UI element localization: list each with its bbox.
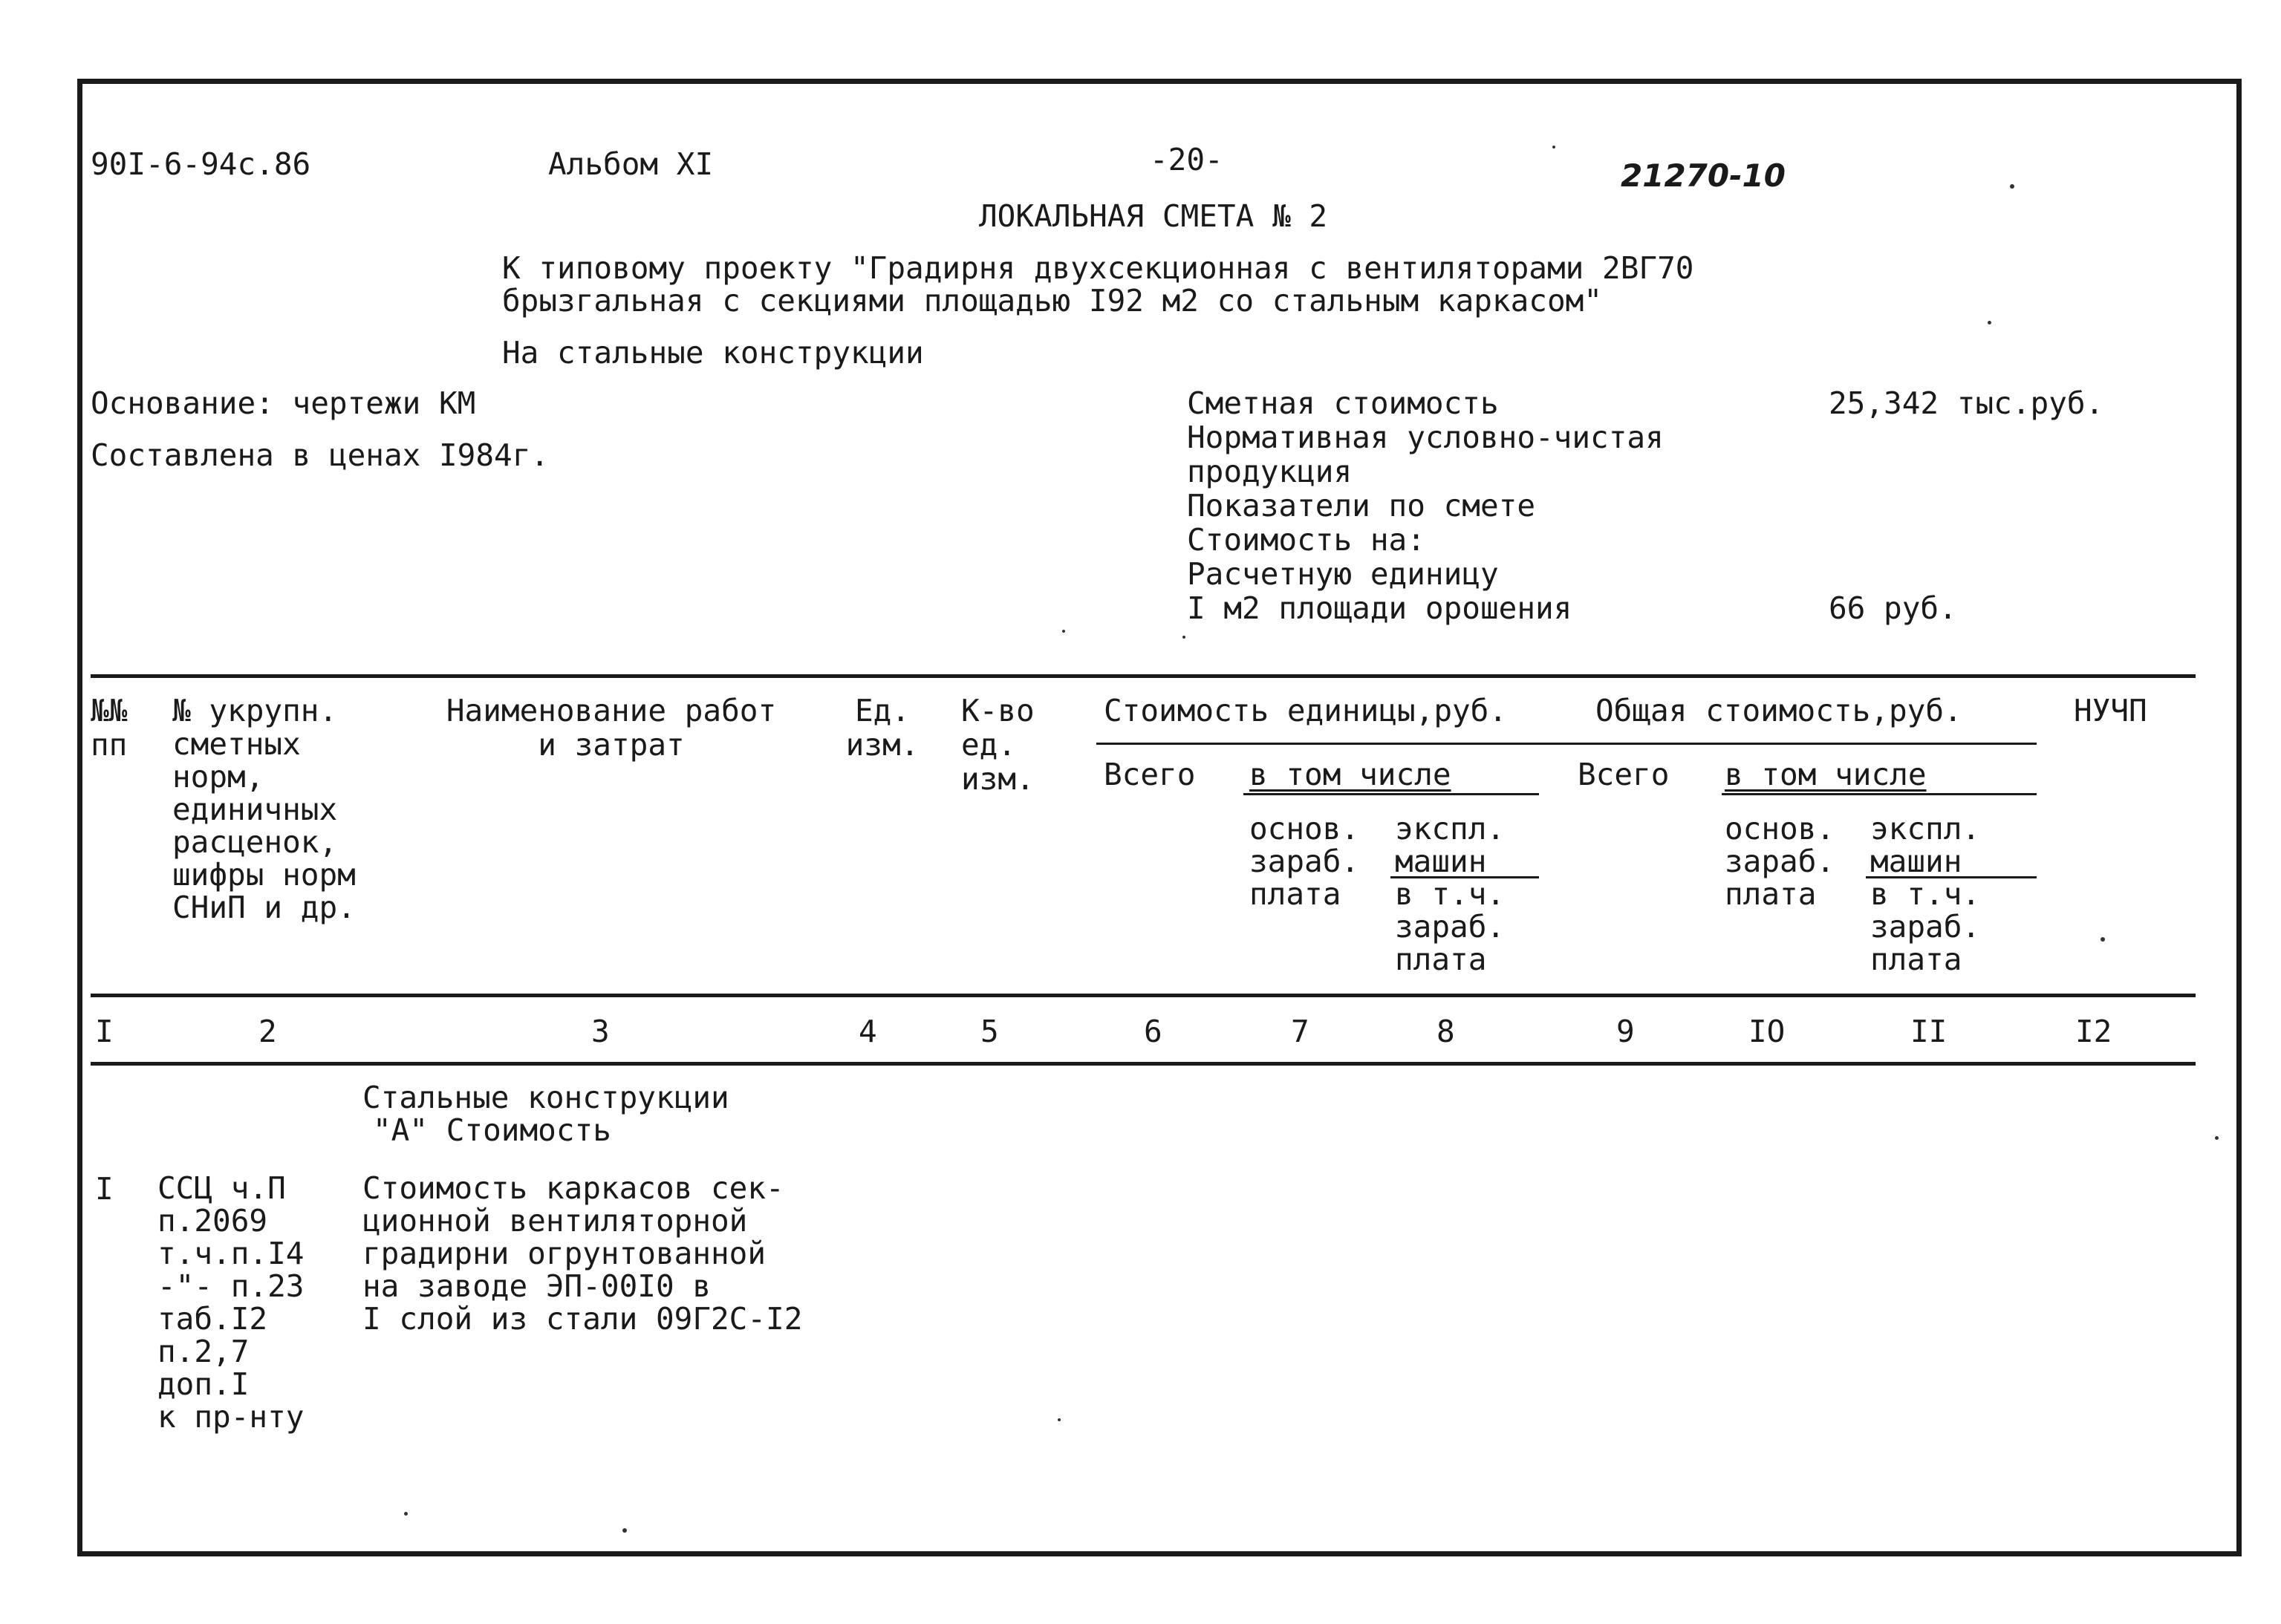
- column-number: 9: [1616, 1014, 1635, 1049]
- total-machines-header: [1870, 812, 1980, 976]
- row-name-line: градирни огрунтованной: [362, 1236, 767, 1271]
- section-title: [362, 1081, 729, 1147]
- info-right-block: [1187, 386, 1664, 625]
- scan-speck: [622, 1528, 627, 1533]
- col2-header-line: единичных: [172, 792, 338, 827]
- scan-speck: [404, 1512, 408, 1516]
- scan-speck: [1182, 636, 1185, 639]
- row-code-line: т.ч.п.I4: [157, 1236, 305, 1271]
- incl-rule-total: [1722, 793, 2037, 795]
- row-code: [157, 1172, 304, 1433]
- nuchp-header: НУЧП: [2074, 693, 2147, 728]
- col2-header-line: сметных: [172, 726, 301, 762]
- info-line: Сметная стоимость: [1187, 385, 1499, 421]
- doc-code: 90I-6-94с.86: [91, 146, 311, 182]
- total-cost-group-header: Общая стоимость,руб.: [1595, 693, 1962, 728]
- page-number: -20-: [1150, 142, 1223, 177]
- info-line: продукция: [1187, 454, 1353, 489]
- base-wage-line: основ.: [1249, 811, 1360, 847]
- base-wage-line: плата: [1249, 876, 1341, 912]
- base-wage-line: зараб.: [1249, 844, 1360, 879]
- basis-line: Основание: чертежи КМ: [91, 385, 476, 421]
- col2-header-line: шифры норм: [172, 857, 356, 893]
- col4-header-line: Ед.: [854, 693, 911, 728]
- info-line: Показатели по смете: [1187, 488, 1535, 524]
- col3-header-line: и затрат: [538, 727, 685, 763]
- album-label: Альбом XI: [548, 146, 714, 182]
- info-line: Стоимость на:: [1187, 522, 1425, 558]
- total-total-header: Всего: [1578, 757, 1670, 792]
- col3-header: [422, 694, 801, 762]
- column-number: 4: [859, 1014, 877, 1049]
- scan-speck: [1062, 630, 1065, 633]
- machines-line: экспл.: [1870, 811, 1981, 847]
- base-wage-line: плата: [1725, 876, 1817, 912]
- row-code-line: к пр-нту: [157, 1399, 305, 1435]
- row-number: I: [95, 1171, 114, 1207]
- column-number: 3: [591, 1014, 610, 1049]
- scan-speck: [1988, 321, 1991, 325]
- row-name-line: Стоимость каркасов сек-: [362, 1170, 784, 1206]
- column-number: 7: [1291, 1014, 1309, 1049]
- machines-line: плата: [1395, 942, 1487, 977]
- col5-header-line: изм.: [961, 761, 1035, 797]
- col1-header-line: №№: [91, 693, 128, 728]
- unit-incl-header: в том числе: [1249, 757, 1451, 792]
- col2-header-line: расценок,: [172, 824, 338, 860]
- machines-line: в т.ч.: [1870, 876, 1981, 912]
- handwritten-number: 21270-10: [1621, 157, 1786, 194]
- col3-header-line: Наименование работ: [446, 693, 777, 728]
- machines-line: машин: [1395, 844, 1487, 879]
- machines-line: зараб.: [1395, 909, 1506, 945]
- col1-header: [91, 694, 127, 762]
- machines-line: в т.ч.: [1395, 876, 1506, 912]
- column-number: IO: [1748, 1014, 1786, 1049]
- col5-header: [961, 694, 1035, 796]
- row-code-line: п.2,7: [157, 1334, 250, 1369]
- document-title: ЛОКАЛЬНАЯ СМЕТА № 2: [979, 198, 1327, 234]
- row-code-line: ССЦ ч.П: [157, 1170, 286, 1206]
- row-code-line: таб.I2: [157, 1301, 268, 1337]
- unit-cost-group-header: Стоимость единицы,руб.: [1104, 693, 1508, 728]
- col1-header-line: пп: [91, 727, 128, 763]
- column-number: I: [95, 1014, 114, 1049]
- col4-header: [823, 694, 942, 762]
- info-line: I м2 площади орошения: [1187, 590, 1572, 626]
- column-number: 6: [1144, 1014, 1162, 1049]
- col5-header-line: К-во: [961, 693, 1035, 728]
- incl-rule-unit: [1243, 793, 1539, 795]
- estimate-cost-value: 25,342 тыс.руб.: [1829, 385, 2104, 421]
- group-rule: [1096, 743, 2037, 745]
- row-name-line: ционной вентиляторной: [362, 1203, 748, 1239]
- col2-header-line: СНиП и др.: [172, 890, 356, 925]
- project-line-1: К типовому проекту "Градирня двухсекционная с вентиляторами 2ВГ70: [502, 250, 1694, 286]
- column-number: 8: [1436, 1014, 1455, 1049]
- base-wage-line: зараб.: [1725, 844, 1835, 879]
- header-bottom-rule: [91, 994, 2196, 997]
- column-number: 5: [980, 1014, 999, 1049]
- subject-line: На стальные конструкции: [502, 335, 924, 371]
- row-code-line: -"- п.23: [157, 1268, 305, 1304]
- project-line-2: брызгальная с секциями площадью I92 м2 со стальным каркасом": [502, 283, 1603, 319]
- scan-speck: [2215, 1136, 2219, 1140]
- unit-machines-header: [1395, 812, 1505, 976]
- numbers-bottom-rule: [91, 1062, 2196, 1066]
- row-name-line: на заводе ЭП-00I0 в: [362, 1268, 711, 1304]
- scan-speck: [1552, 146, 1555, 149]
- table-top-rule: [91, 674, 2196, 678]
- column-number: I2: [2075, 1014, 2112, 1049]
- col2-header-line: № укрупн.: [172, 693, 338, 728]
- scan-speck: [2101, 937, 2105, 942]
- section-title-line: "А" Стоимость: [373, 1112, 611, 1148]
- column-number: 2: [258, 1014, 277, 1049]
- row-name: [362, 1172, 802, 1335]
- col2-header-line: норм,: [172, 759, 264, 795]
- unit-base-wage-header: [1249, 812, 1359, 910]
- col5-header-line: ед.: [961, 727, 1017, 763]
- base-wage-line: основ.: [1725, 811, 1835, 847]
- col4-header-line: изм.: [845, 727, 920, 763]
- scan-speck: [2010, 184, 2014, 189]
- unit-total-header: Всего: [1104, 757, 1196, 792]
- machines-line: экспл.: [1395, 811, 1506, 847]
- row-code-line: доп.I: [157, 1366, 250, 1402]
- info-line: Нормативная условно-чистая: [1187, 420, 1664, 455]
- row-code-line: п.2069: [157, 1203, 268, 1239]
- total-base-wage-header: [1725, 812, 1835, 910]
- row-name-line: I слой из стали 09Г2С-I2: [362, 1301, 803, 1337]
- col2-header: [172, 694, 356, 924]
- info-line: Расчетную единицу: [1187, 556, 1499, 592]
- prices-line: Составлена в ценах I984г.: [91, 437, 550, 473]
- scan-speck: [1058, 1418, 1061, 1421]
- machines-line: плата: [1870, 942, 1962, 977]
- column-number: II: [1910, 1014, 1948, 1049]
- total-incl-header: в том числе: [1725, 757, 1927, 792]
- section-title-line: Стальные конструкции: [362, 1080, 729, 1115]
- machines-line: зараб.: [1870, 909, 1981, 945]
- machines-line: машин: [1870, 844, 1962, 879]
- unit-cost-value: 66 руб.: [1829, 590, 1957, 626]
